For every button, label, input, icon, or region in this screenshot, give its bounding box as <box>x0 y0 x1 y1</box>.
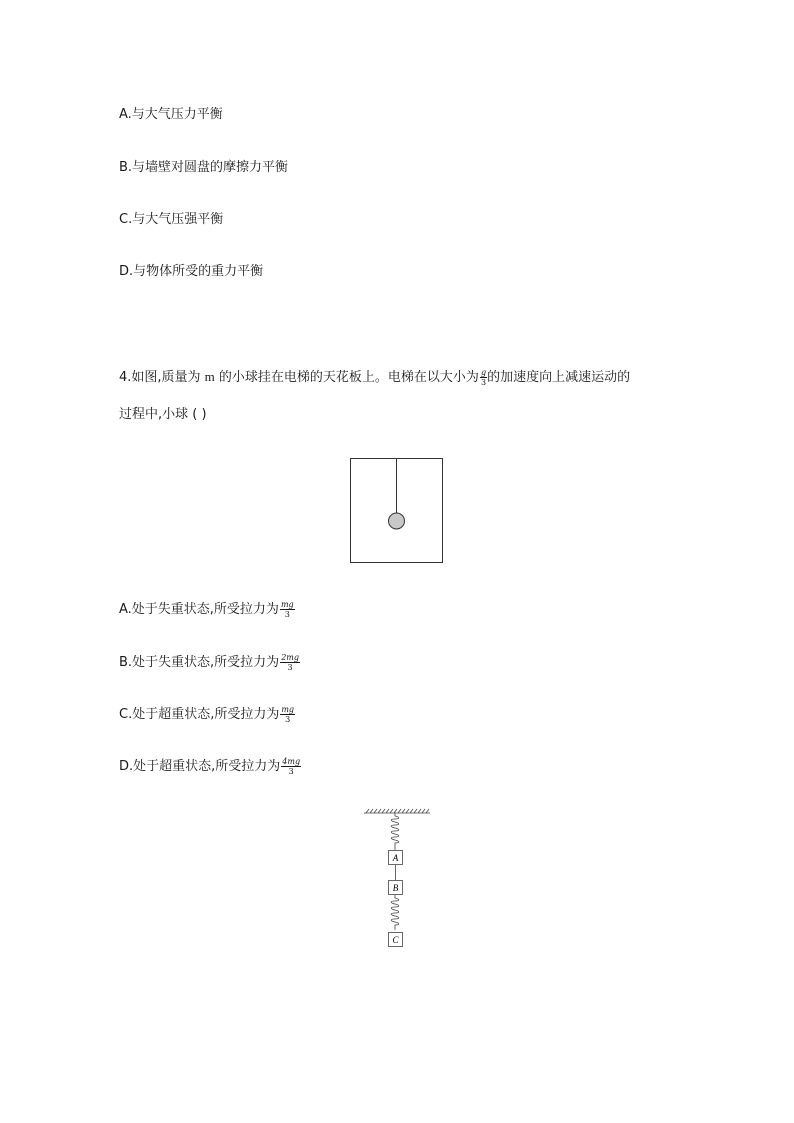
q4-option-d <box>119 757 301 776</box>
q4-option-d-text: D.处于超重状态,所受拉力为 <box>119 759 281 774</box>
fraction-denominator: 3 <box>285 715 291 724</box>
q4-stem-line2: 过程中,小球 ( ) <box>119 407 207 422</box>
block-b-label: B <box>392 883 399 893</box>
ceiling <box>364 809 430 813</box>
q4-option-a-fraction <box>280 600 295 619</box>
q4-option-a-text: A.处于失重状态,所受拉力为 <box>119 602 279 617</box>
q4-stem-part1: 4.如图,质量为 <box>119 370 205 385</box>
lower-spring <box>391 895 399 930</box>
fraction-denominator: 3 <box>480 378 487 387</box>
q4-stem-part3: 的加速度向上减速运动的 <box>487 370 631 385</box>
fraction-denominator: 3 <box>287 663 293 672</box>
block-c-label: C <box>392 935 399 945</box>
q4-stem-mass-symbol: m <box>204 369 215 384</box>
spring-block-figure <box>360 804 434 950</box>
q4-option-d-fraction <box>281 757 301 776</box>
elevator-figure <box>350 458 444 564</box>
q3-option-c: C.与大气压强平衡 <box>119 212 224 227</box>
q4-option-c-text: C.处于超重状态,所受拉力为 <box>119 707 280 722</box>
upper-spring <box>391 813 399 850</box>
q4-option-a <box>119 600 295 619</box>
q4-option-b-text: B.处于失重状态,所受拉力为 <box>119 655 280 670</box>
fraction-denominator: 3 <box>284 610 290 619</box>
q4-stem-fraction <box>480 368 487 387</box>
fraction-numerator: 4mg <box>282 757 301 766</box>
q4-option-c <box>119 705 295 724</box>
q4-option-b-fraction <box>280 653 300 672</box>
fraction-numerator: mg <box>281 705 295 714</box>
q4-stem-part2: 的小球挂在电梯的天花板上。电梯在以大小为 <box>214 370 479 385</box>
q3-option-b: B.与墙壁对圆盘的摩擦力平衡 <box>119 160 289 175</box>
fraction-numerator: mg <box>280 600 294 609</box>
q3-option-d: D.与物体所受的重力平衡 <box>119 264 264 279</box>
fraction-numerator: g <box>480 368 487 377</box>
fraction-denominator: 3 <box>288 767 294 776</box>
q3-option-a: A.与大气压力平衡 <box>119 107 223 122</box>
q4-stem-line1 <box>119 368 630 387</box>
q4-option-c-fraction <box>280 705 295 724</box>
fraction-numerator: 2mg <box>281 653 299 662</box>
hanging-ball <box>389 513 405 529</box>
q4-option-b <box>119 653 300 672</box>
block-a-label: A <box>392 853 399 863</box>
